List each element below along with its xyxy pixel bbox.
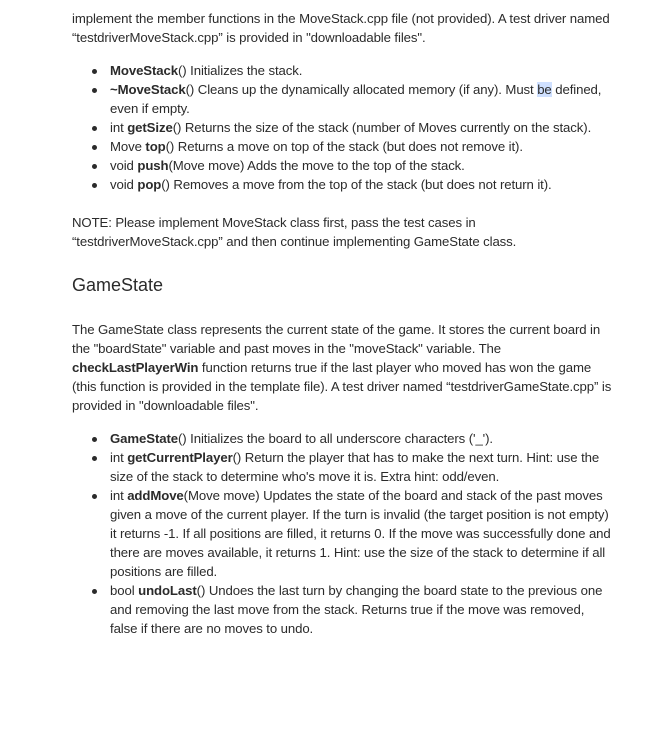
list-item <box>110 80 613 118</box>
function-args: () <box>161 177 174 192</box>
function-args: () <box>196 583 209 598</box>
function-args: () <box>178 63 191 78</box>
list-item <box>110 429 613 448</box>
description-text: function returns true if the last player who moved has won the game (this function is provided in the template file). A test driver named “testdriverGameState.cpp” is provided in "downloadable files". <box>72 360 612 413</box>
selected-text-highlight[interactable]: be <box>537 82 552 97</box>
return-type: int <box>110 488 128 503</box>
function-name: pop <box>137 177 162 192</box>
function-description: Undoes the last turn by changing the board state to the previous one and removing the last move from the stack. Returns true if the move was removed, false if there are no moves to undo. <box>110 583 603 636</box>
list-item <box>110 137 613 156</box>
function-description: Returns the size of the stack (number of Moves currently on the stack). <box>184 120 592 135</box>
list-item <box>110 581 613 638</box>
list-item <box>110 118 613 137</box>
function-args: () <box>165 139 178 154</box>
list-item <box>110 486 613 581</box>
function-name: top <box>145 139 166 154</box>
return-type: int <box>110 120 128 135</box>
gamestate-function-list <box>72 429 613 638</box>
function-name: GameState <box>110 431 178 446</box>
function-description: Cleans up the dynamically allocated memory (if any). Must <box>197 82 538 97</box>
return-type: bool <box>110 583 139 598</box>
list-item <box>110 448 613 486</box>
gamestate-heading: GameState <box>72 275 164 295</box>
movestack-function-list <box>72 61 613 194</box>
return-type: void <box>110 158 138 173</box>
function-name: getSize <box>127 120 173 135</box>
function-description: Adds the move to the top of the stack. <box>247 158 465 173</box>
intro-paragraph: implement the member functions in the MoveStack.cpp file (not provided). A test driver named “testdriverMoveStack.cpp” is provided in "downloadable files". <box>72 11 610 45</box>
list-item <box>110 175 613 194</box>
function-description: Initializes the stack. <box>190 63 303 78</box>
function-name: push <box>137 158 169 173</box>
function-name: undoLast <box>138 583 197 598</box>
function-description-continued: defined, even if empty. <box>110 82 602 116</box>
function-description: Initializes the board to all underscore characters ('_'). <box>190 431 493 446</box>
list-item <box>110 156 613 175</box>
function-name: ~MoveStack <box>110 82 186 97</box>
description-text: The GameState class represents the current state of the game. It stores the current board in the "boardState" variable and past moves in the "moveStack" variable. The <box>72 322 601 356</box>
note-paragraph: NOTE: Please implement MoveStack class first, pass the test cases in “testdriverMoveStack.cpp” and then continue implementing GameState class. <box>72 215 517 249</box>
list-item <box>110 61 613 80</box>
function-description: Updates the state of the board and stack of the past moves given a move of the current player. If the turn is invalid (the target position is not empty) it returns -1. If all positions are filled, it returns 0. If the move was successfully done and there are moves available, it returns 1. Hint: use the size of the stack to determine if all positions are filled. <box>110 488 611 579</box>
function-name: MoveStack <box>110 63 178 78</box>
function-args: () <box>172 120 185 135</box>
function-args: (Move move) <box>168 158 248 173</box>
return-type: int <box>110 450 128 465</box>
function-description: Returns a move on top of the stack (but does not remove it). <box>177 139 523 154</box>
return-type: Move <box>110 139 146 154</box>
function-name: checkLastPlayerWin <box>72 360 199 375</box>
function-name: addMove <box>127 488 184 503</box>
function-name: getCurrentPlayer <box>127 450 233 465</box>
function-args: () <box>185 82 198 97</box>
gamestate-description <box>72 320 613 415</box>
function-description: Return the player that has to make the next turn. Hint: use the size of the stack to determine who's move it is. Extra hint: odd/even. <box>110 450 600 484</box>
function-args: () <box>232 450 245 465</box>
function-description: Removes a move from the top of the stack (but does not return it). <box>173 177 552 192</box>
return-type: void <box>110 177 138 192</box>
function-args: (Move move) <box>183 488 264 503</box>
function-args: () <box>178 431 191 446</box>
